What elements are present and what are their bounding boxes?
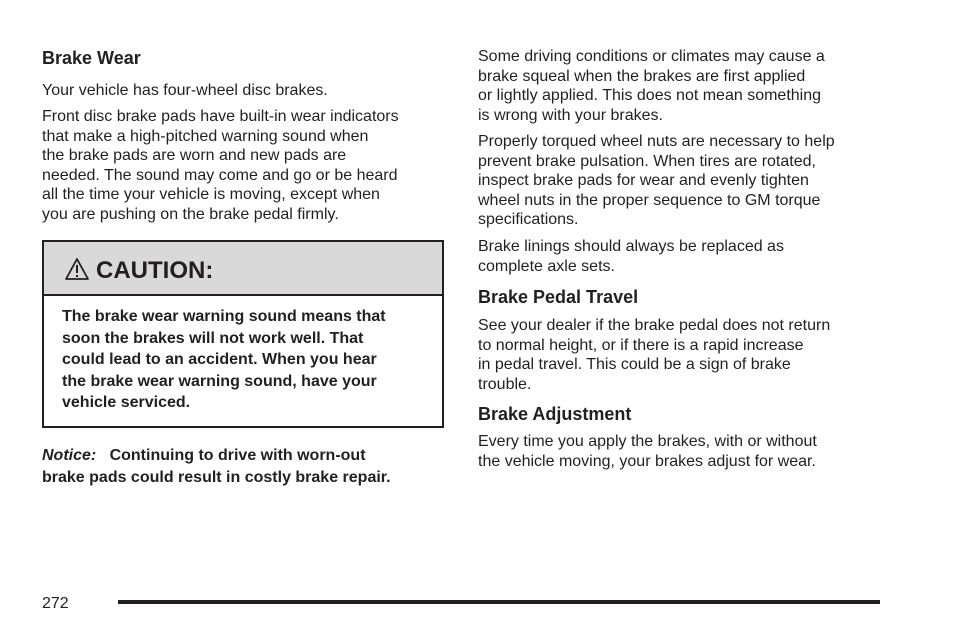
brake-squeal-paragraph: Some driving conditions or climates may cause a brake squeal when the brakes are first applied or lightly applied. This does not mean something is wrong with your brakes. [478, 48, 825, 124]
brake-wear-indicators-paragraph: Front disc brake pads have built-in wear indicators that make a high-pitched warning sound when the brake pads are worn and new pads are needed. The sound may come and go or be heard all the time your vehicle is moving, except when you are pushing on the brake pedal firmly. [42, 108, 399, 223]
brake-pedal-travel-heading: Brake Pedal Travel [478, 287, 639, 307]
brake-adjustment-heading: Brake Adjustment [478, 404, 632, 424]
wheel-nuts-paragraph: Properly torqued wheel nuts are necessary to help prevent brake pulsation. When tires are rotated, inspect brake pads for wear and evenly tighten wheel nuts in the proper sequence to GM torque specifications. [478, 133, 835, 228]
brake-wear-intro: Your vehicle has four-wheel disc brakes. [42, 82, 328, 99]
warning-triangle-icon [64, 257, 90, 281]
brake-linings-paragraph: Brake linings should always be replaced as complete axle sets. [478, 238, 784, 275]
caution-text: The brake wear warning sound means that soon the brakes will not work well. That could lead to an accident. When you hear the brake wear warning sound, have your vehicle serviced. [62, 308, 386, 411]
brake-pedal-travel-text: See your dealer if the brake pedal does not return to normal height, or if there is a rapid increase in pedal travel. This could be a sign of brake trouble. [478, 317, 831, 393]
notice-text: Continuing to drive with worn-out brake pads could result in costly brake repair. [42, 447, 391, 486]
page-number: 272 [42, 595, 69, 612]
notice [42, 445, 391, 488]
footer-rule [118, 600, 880, 604]
brake-wear-heading: Brake Wear [42, 48, 141, 68]
brake-adjustment-text: Every time you apply the brakes, with or without the vehicle moving, your brakes adjust for wear. [478, 433, 817, 470]
caution-title: CAUTION: [96, 257, 214, 284]
caution-header [44, 242, 442, 296]
notice-label: Notice: [42, 447, 97, 464]
caution-box [42, 240, 444, 428]
